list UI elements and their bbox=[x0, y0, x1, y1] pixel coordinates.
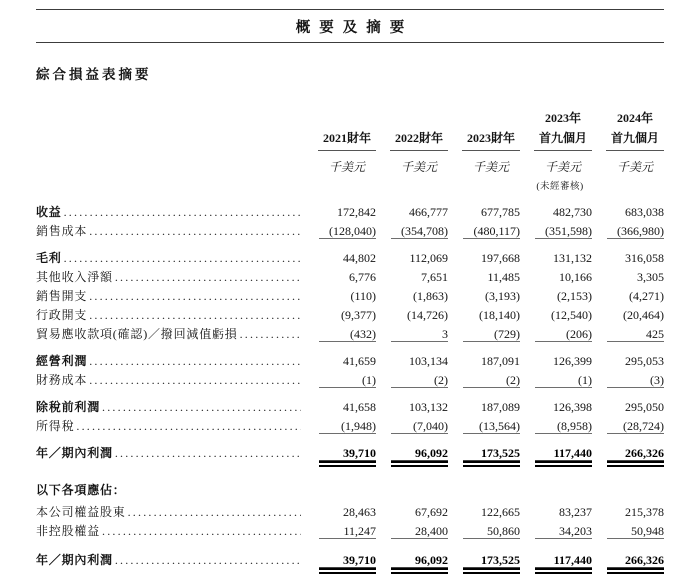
header-cell bbox=[376, 129, 448, 151]
value-cell bbox=[520, 271, 592, 284]
cell-value: 131,132 bbox=[553, 251, 592, 265]
value-cell bbox=[304, 420, 376, 434]
value-cell bbox=[304, 355, 376, 368]
dot-leader bbox=[89, 225, 301, 238]
header-cell bbox=[592, 129, 664, 151]
cell-value: (128,040) bbox=[319, 225, 376, 239]
cell-value: 683,038 bbox=[625, 205, 664, 219]
row-label-area bbox=[36, 206, 304, 219]
value-cell bbox=[520, 554, 592, 568]
cell-value: (1,948) bbox=[319, 420, 376, 434]
cell-value: (351,598) bbox=[535, 225, 592, 239]
cell-value: (1,863) bbox=[413, 289, 448, 303]
page-content bbox=[0, 9, 700, 568]
row-label: 毛利 bbox=[36, 251, 62, 265]
table-row bbox=[36, 506, 664, 519]
table-row bbox=[36, 328, 664, 342]
cell-value: 117,440 bbox=[535, 447, 592, 461]
dot-leader bbox=[115, 554, 301, 567]
dot-leader bbox=[102, 525, 301, 538]
cell-value: 295,050 bbox=[625, 400, 664, 414]
dot-leader bbox=[89, 290, 301, 303]
row-label-area bbox=[36, 447, 304, 460]
cell-value: 3 bbox=[391, 328, 448, 342]
cell-value: (2,153) bbox=[557, 289, 592, 303]
value-cell bbox=[376, 252, 448, 265]
row-label: 非控股權益 bbox=[36, 524, 101, 538]
value-cell bbox=[304, 328, 376, 342]
value-cell bbox=[520, 506, 592, 519]
value-cell bbox=[304, 374, 376, 388]
cell-value: (7,040) bbox=[391, 420, 448, 434]
value-cell bbox=[520, 401, 592, 414]
cell-value: 96,092 bbox=[391, 447, 448, 461]
value-cell bbox=[448, 309, 520, 322]
value-cell bbox=[592, 374, 664, 388]
value-cell bbox=[304, 554, 376, 568]
header-cell bbox=[520, 158, 592, 175]
value-cell bbox=[592, 271, 664, 284]
header-cell bbox=[520, 109, 592, 126]
cell-value: 96,092 bbox=[391, 554, 448, 568]
value-cell bbox=[592, 225, 664, 239]
cell-value: (3) bbox=[607, 374, 664, 388]
cell-value: (729) bbox=[463, 328, 520, 342]
income-statement-table bbox=[36, 109, 664, 568]
cell-value: 266,326 bbox=[607, 554, 664, 568]
cell-value: 11,485 bbox=[487, 270, 520, 284]
value-cell bbox=[592, 355, 664, 368]
row-label-area bbox=[36, 506, 304, 519]
header-row-unit bbox=[36, 153, 664, 178]
value-cell bbox=[448, 506, 520, 519]
value-cell bbox=[520, 225, 592, 239]
value-cell bbox=[304, 206, 376, 219]
cell-value: 187,089 bbox=[481, 400, 520, 414]
row-label-area bbox=[36, 355, 304, 368]
cell-value: (9,377) bbox=[341, 308, 376, 322]
dot-leader bbox=[76, 420, 301, 433]
cell-value: 50,860 bbox=[463, 525, 520, 539]
dot-leader bbox=[89, 309, 301, 322]
value-cell bbox=[304, 506, 376, 519]
cell-value: (1) bbox=[319, 374, 376, 388]
header-row-year bbox=[36, 129, 664, 153]
cell-value: (12,540) bbox=[551, 308, 592, 322]
dot-leader bbox=[115, 447, 301, 460]
dot-leader bbox=[64, 206, 301, 219]
row-label: 銷售開支 bbox=[36, 289, 88, 303]
dot-leader bbox=[89, 355, 301, 368]
value-cell bbox=[448, 355, 520, 368]
value-cell bbox=[592, 328, 664, 342]
table-row bbox=[36, 525, 664, 539]
cell-value: 103,134 bbox=[409, 354, 448, 368]
column-year-label: 首九個月 bbox=[606, 129, 664, 151]
value-cell bbox=[448, 525, 520, 539]
cell-value: 67,692 bbox=[415, 505, 448, 519]
column-year-label: 2022財年 bbox=[390, 129, 448, 151]
value-cell bbox=[520, 252, 592, 265]
dot-leader bbox=[64, 252, 301, 265]
table-row bbox=[36, 447, 664, 461]
row-label-area bbox=[36, 328, 304, 341]
cell-value: (206) bbox=[535, 328, 592, 342]
value-cell bbox=[304, 271, 376, 284]
row-label: 以下各項應佔： bbox=[36, 483, 126, 497]
table-header bbox=[36, 109, 664, 194]
row-label-area bbox=[36, 309, 304, 322]
row-label-area bbox=[36, 374, 304, 387]
table-row bbox=[36, 420, 664, 434]
cell-value: 11,247 bbox=[319, 525, 376, 539]
page-title: 概要及摘要 bbox=[295, 20, 414, 36]
cell-value: 39,710 bbox=[319, 554, 376, 568]
cell-value: 117,440 bbox=[535, 554, 592, 568]
row-label-area bbox=[36, 525, 304, 538]
table-row bbox=[36, 290, 664, 303]
value-cell bbox=[376, 506, 448, 519]
column-unit-label: 千美元 bbox=[400, 160, 437, 174]
cell-value: 112,069 bbox=[409, 251, 448, 265]
dot-leader bbox=[240, 328, 301, 341]
column-period-label: 2023年 bbox=[544, 111, 581, 125]
value-cell bbox=[304, 401, 376, 414]
row-label-area bbox=[36, 420, 304, 433]
row-label-area bbox=[36, 554, 304, 567]
value-cell bbox=[448, 401, 520, 414]
column-period-label: 2024年 bbox=[616, 111, 653, 125]
cell-value: (354,708) bbox=[391, 225, 448, 239]
table-row bbox=[36, 206, 664, 219]
value-cell bbox=[376, 309, 448, 322]
dot-leader bbox=[89, 374, 301, 387]
value-cell bbox=[448, 290, 520, 303]
column-unit-label: 千美元 bbox=[472, 160, 509, 174]
table-row bbox=[36, 374, 664, 388]
column-year-label: 2023財年 bbox=[462, 129, 520, 151]
value-cell bbox=[520, 525, 592, 539]
column-unit-label: 千美元 bbox=[544, 160, 581, 174]
table-row bbox=[36, 355, 664, 368]
cell-value: (13,564) bbox=[463, 420, 520, 434]
header-cell bbox=[592, 158, 664, 175]
cell-value: 482,730 bbox=[553, 205, 592, 219]
cell-value: 39,710 bbox=[319, 447, 376, 461]
row-label-area bbox=[36, 225, 304, 238]
table-row bbox=[36, 271, 664, 284]
value-cell bbox=[592, 290, 664, 303]
value-cell bbox=[304, 309, 376, 322]
value-cell bbox=[376, 420, 448, 434]
cell-value: 28,463 bbox=[343, 505, 376, 519]
value-cell bbox=[376, 525, 448, 539]
table-row bbox=[36, 401, 664, 414]
column-year-label: 首九個月 bbox=[534, 129, 592, 151]
value-cell bbox=[592, 252, 664, 265]
dot-leader bbox=[102, 401, 301, 414]
row-label: 收益 bbox=[36, 205, 62, 219]
cell-value: (3,193) bbox=[485, 289, 520, 303]
cell-value: 28,400 bbox=[391, 525, 448, 539]
cell-value: 50,948 bbox=[607, 525, 664, 539]
value-cell bbox=[592, 401, 664, 414]
cell-value: 126,399 bbox=[553, 354, 592, 368]
row-label-area bbox=[36, 252, 304, 265]
value-cell bbox=[520, 309, 592, 322]
cell-value: 425 bbox=[607, 328, 664, 342]
header-cell bbox=[448, 158, 520, 175]
value-cell bbox=[592, 447, 664, 461]
row-label: 貿易應收款項(確認)／撥回減值虧損 bbox=[36, 327, 238, 341]
row-label: 所得稅 bbox=[36, 419, 75, 433]
row-label: 除稅前利潤 bbox=[36, 400, 101, 414]
value-cell bbox=[520, 290, 592, 303]
cell-value: 6,776 bbox=[349, 270, 376, 284]
cell-value: 215,378 bbox=[625, 505, 664, 519]
header-cell bbox=[520, 178, 592, 193]
header-cell bbox=[520, 129, 592, 151]
header-cell bbox=[304, 158, 376, 175]
header-row-period bbox=[36, 109, 664, 129]
column-note-label: (未經審核) bbox=[536, 182, 584, 192]
cell-value: 122,665 bbox=[481, 505, 520, 519]
row-label: 財務成本 bbox=[36, 373, 88, 387]
cell-value: 316,058 bbox=[625, 251, 664, 265]
column-unit-label: 千美元 bbox=[328, 160, 365, 174]
section-title: 綜合損益表摘要 bbox=[36, 67, 152, 82]
cell-value: 44,802 bbox=[343, 251, 376, 265]
value-cell bbox=[448, 374, 520, 388]
cell-value: 83,237 bbox=[559, 505, 592, 519]
table-row bbox=[36, 484, 664, 497]
row-label-area bbox=[36, 401, 304, 414]
value-cell bbox=[448, 206, 520, 219]
value-cell bbox=[592, 420, 664, 434]
value-cell bbox=[304, 525, 376, 539]
value-cell bbox=[592, 506, 664, 519]
cell-value: 173,525 bbox=[463, 554, 520, 568]
value-cell bbox=[448, 447, 520, 461]
value-cell bbox=[376, 554, 448, 568]
cell-value: 187,091 bbox=[481, 354, 520, 368]
cell-value: (28,724) bbox=[607, 420, 664, 434]
value-cell bbox=[448, 554, 520, 568]
value-cell bbox=[592, 309, 664, 322]
row-label: 行政開支 bbox=[36, 308, 88, 322]
cell-value: 34,203 bbox=[535, 525, 592, 539]
cell-value: (14,726) bbox=[407, 308, 448, 322]
cell-value: (480,117) bbox=[463, 225, 520, 239]
row-label: 經營利潤 bbox=[36, 354, 88, 368]
value-cell bbox=[304, 290, 376, 303]
value-cell bbox=[304, 252, 376, 265]
value-cell bbox=[592, 554, 664, 568]
cell-value: (110) bbox=[350, 289, 376, 303]
header-cell bbox=[448, 129, 520, 151]
cell-value: 266,326 bbox=[607, 447, 664, 461]
header-cell bbox=[376, 158, 448, 175]
column-year-label: 2021財年 bbox=[318, 129, 376, 151]
cell-value: 197,668 bbox=[481, 251, 520, 265]
row-label: 本公司權益股東 bbox=[36, 505, 126, 519]
header-cell bbox=[592, 109, 664, 126]
value-cell bbox=[448, 420, 520, 434]
cell-value: (8,958) bbox=[535, 420, 592, 434]
cell-value: 466,777 bbox=[409, 205, 448, 219]
value-cell bbox=[520, 420, 592, 434]
value-cell bbox=[448, 271, 520, 284]
cell-value: (20,464) bbox=[623, 308, 664, 322]
cell-value: (1) bbox=[535, 374, 592, 388]
row-label-area bbox=[36, 290, 304, 303]
value-cell bbox=[376, 225, 448, 239]
page-header-banner bbox=[36, 9, 664, 43]
value-cell bbox=[376, 374, 448, 388]
dot-leader bbox=[128, 506, 301, 519]
cell-value: (2) bbox=[463, 374, 520, 388]
dot-leader bbox=[115, 271, 301, 284]
cell-value: 103,132 bbox=[409, 400, 448, 414]
row-label: 銷售成本 bbox=[36, 224, 88, 238]
value-cell bbox=[376, 355, 448, 368]
cell-value: 295,053 bbox=[625, 354, 664, 368]
row-label: 年／期內利潤 bbox=[36, 446, 113, 460]
cell-value: (2) bbox=[391, 374, 448, 388]
cell-value: 41,658 bbox=[343, 400, 376, 414]
value-cell bbox=[520, 206, 592, 219]
value-cell bbox=[376, 290, 448, 303]
row-label: 年／期內利潤 bbox=[36, 553, 113, 567]
cell-value: (18,140) bbox=[479, 308, 520, 322]
value-cell bbox=[520, 374, 592, 388]
cell-value: 172,842 bbox=[337, 205, 376, 219]
cell-value: 126,398 bbox=[553, 400, 592, 414]
row-label-area bbox=[36, 271, 304, 284]
value-cell bbox=[448, 252, 520, 265]
value-cell bbox=[304, 447, 376, 461]
row-label: 其他收入淨額 bbox=[36, 270, 113, 284]
value-cell bbox=[376, 401, 448, 414]
cell-value: (432) bbox=[319, 328, 376, 342]
value-cell bbox=[592, 525, 664, 539]
table-row bbox=[36, 554, 664, 568]
table-row bbox=[36, 309, 664, 322]
header-cell bbox=[304, 129, 376, 151]
column-unit-label: 千美元 bbox=[616, 160, 653, 174]
cell-value: (4,271) bbox=[629, 289, 664, 303]
value-cell bbox=[376, 447, 448, 461]
value-cell bbox=[520, 328, 592, 342]
value-cell bbox=[304, 225, 376, 239]
cell-value: 10,166 bbox=[559, 270, 592, 284]
row-label-area bbox=[36, 484, 304, 497]
cell-value: 173,525 bbox=[463, 447, 520, 461]
value-cell bbox=[520, 447, 592, 461]
value-cell bbox=[376, 206, 448, 219]
table-row bbox=[36, 252, 664, 265]
value-cell bbox=[520, 355, 592, 368]
cell-value: 7,651 bbox=[421, 270, 448, 284]
header-row-note bbox=[36, 178, 664, 194]
value-cell bbox=[592, 206, 664, 219]
cell-value: (366,980) bbox=[607, 225, 664, 239]
cell-value: 3,305 bbox=[637, 270, 664, 284]
value-cell bbox=[448, 225, 520, 239]
value-cell bbox=[376, 271, 448, 284]
table-body bbox=[36, 206, 664, 568]
cell-value: 41,659 bbox=[343, 354, 376, 368]
cell-value: 677,785 bbox=[481, 205, 520, 219]
value-cell bbox=[448, 328, 520, 342]
table-row bbox=[36, 225, 664, 239]
value-cell bbox=[376, 328, 448, 342]
